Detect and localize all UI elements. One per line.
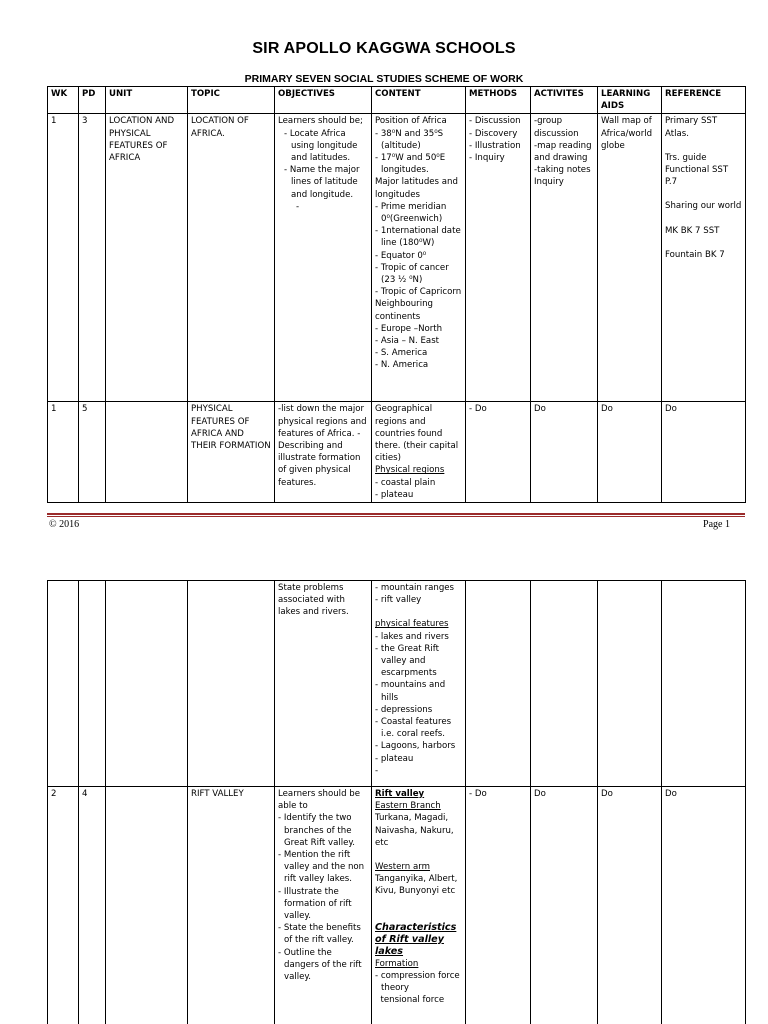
list-item: - Name the major lines of latitude and longitude. xyxy=(284,165,360,200)
footer-copyright: © 2016 xyxy=(49,519,80,530)
content-subheading: Western arm xyxy=(375,862,430,873)
list-item: - Identify the two branches of the Great Rift valley. xyxy=(278,813,355,848)
content-text: Turkana, Magadi, Naivasha, Nakuru, etc xyxy=(375,813,454,848)
list-item: Fountain BK 7 xyxy=(665,249,725,260)
methods-cell xyxy=(466,114,531,402)
list-item: - Outline the dangers of the rift valley. xyxy=(278,947,362,983)
objectives-intro: Learners should be able to xyxy=(278,789,360,812)
learning-aids-cell: Do xyxy=(598,402,662,503)
list-item: - Coastal features i.e. coral reefs. xyxy=(375,717,452,740)
list-item: Sharing our world xyxy=(665,201,742,212)
list-item: - Locate Africa using longitude and latitudes. xyxy=(284,128,358,164)
table-row xyxy=(48,402,746,503)
content-subheading: physical features xyxy=(375,619,449,630)
learning-aids-cell: Do xyxy=(598,787,662,1024)
objectives-intro: Learners should be; xyxy=(278,116,363,127)
content-list xyxy=(375,201,462,299)
content-cell xyxy=(372,114,466,402)
content-subheading: Physical regions xyxy=(375,465,445,476)
column-header: OBJECTIVES xyxy=(275,87,372,114)
content-list xyxy=(375,323,462,372)
list-item: - Illustration xyxy=(469,140,521,151)
objectives-cell xyxy=(275,114,372,402)
content-subheading: Formation xyxy=(375,958,419,969)
column-header: WK xyxy=(48,87,79,114)
content-subheading: Major latitudes and longitudes xyxy=(375,177,458,200)
objectives-list xyxy=(278,812,368,983)
period-cell xyxy=(79,581,106,787)
content-cell xyxy=(372,402,466,503)
objectives-list xyxy=(278,128,368,201)
topic-cell: PHYSICAL FEATURES OF AFRICA AND THEIR FORMATION xyxy=(188,402,275,503)
content-cell xyxy=(372,581,466,787)
list-item: - Tropic of Capricorn xyxy=(375,287,462,298)
learning-aids-cell: Wall map of Africa/world globe xyxy=(598,114,662,402)
list-item: -map reading and drawing xyxy=(534,140,592,164)
list-item: - depressions xyxy=(375,704,433,715)
list-item: - Lagoons, harbors xyxy=(375,741,456,752)
content-text: Tanganyika, Albert, Kivu, Bunyonyi etc xyxy=(375,874,458,897)
list-item: -group discussion xyxy=(534,116,579,139)
content-title: Position of Africa xyxy=(375,116,447,127)
content-intro: Geographical regions and countries found there. (their capital cities) xyxy=(375,404,459,464)
column-header: CONTENT xyxy=(372,87,466,114)
topic-cell: LOCATION OF AFRICA. xyxy=(188,114,275,402)
objectives-cell xyxy=(275,787,372,1024)
list-item: -taking notes xyxy=(534,165,591,176)
content-subheading: Eastern Branch xyxy=(375,801,441,812)
footer-page-number: Page 1 xyxy=(703,519,730,530)
activities-cell: Do xyxy=(531,402,598,503)
list-item: - mountains and hills xyxy=(375,680,446,703)
list-item: - State the benefits of the rift valley. xyxy=(278,923,361,946)
school-title: SIR APOLLO KAGGWA SCHOOLS xyxy=(252,40,516,57)
period-cell: 4 xyxy=(79,787,106,1024)
methods-cell xyxy=(466,581,531,787)
period-cell: 3 xyxy=(79,114,106,402)
reference-cell: Do xyxy=(662,787,746,1024)
list-item: - Equator 0⁰ xyxy=(375,250,427,261)
list-item: - coastal plain xyxy=(375,477,436,488)
unit-cell: LOCATION AND PHYSICAL FEATURES OF AFRICA xyxy=(106,114,188,402)
column-header: REFERENCE xyxy=(662,87,746,114)
table-row xyxy=(48,787,746,1024)
unit-cell xyxy=(106,581,188,787)
content-title: Rift valley xyxy=(375,789,425,799)
content-list xyxy=(375,128,462,177)
week-cell xyxy=(48,581,79,787)
objectives-trailing: - xyxy=(296,201,300,212)
content-trailing: - xyxy=(375,765,379,776)
list-item: - 38⁰N and 35⁰S (altitude) xyxy=(375,128,444,151)
list-item: - Europe –North xyxy=(375,323,443,334)
column-header: TOPIC xyxy=(188,87,275,114)
activities-cell: Do xyxy=(531,787,598,1024)
column-header: LEARNING AIDS xyxy=(598,87,662,114)
methods-list xyxy=(469,115,527,164)
table-row xyxy=(48,114,746,402)
list-item: Inquiry xyxy=(534,177,564,188)
unit-cell xyxy=(106,402,188,503)
scheme-table-page2 xyxy=(47,580,746,1024)
list-item: - Illustrate the formation of rift valley. xyxy=(278,886,352,922)
list-item: - 1nternational date line (180⁰W) xyxy=(375,226,461,249)
list-item: - Inquiry xyxy=(469,153,505,164)
objectives-cell: -list down the major physical regions and features of Africa. -Describing and illustrate formation of given physical features. xyxy=(275,402,372,503)
list-item: - N. America xyxy=(375,360,429,371)
column-header: UNIT xyxy=(106,87,188,114)
footer-rule xyxy=(47,516,745,517)
list-item: - Discussion xyxy=(469,116,521,127)
content-list xyxy=(375,477,462,501)
content-subheading: Neighbouring continents xyxy=(375,299,433,322)
list-item: - lakes and rivers xyxy=(375,631,449,642)
methods-cell: - Do xyxy=(466,787,531,1024)
list-item: - 17⁰W and 50⁰E longitudes. xyxy=(375,153,446,176)
week-cell: 1 xyxy=(48,402,79,503)
table-row xyxy=(48,581,746,787)
list-item: - plateau xyxy=(375,753,414,764)
content-heading: Characteristics of Rift valley lakes xyxy=(375,921,457,957)
topic-cell xyxy=(188,581,275,787)
list-item: MK BK 7 SST xyxy=(665,225,720,236)
content-list xyxy=(375,631,462,765)
period-cell: 5 xyxy=(79,402,106,503)
footer-rule xyxy=(47,513,745,515)
week-cell: 1 xyxy=(48,114,79,402)
list-item: - mountain ranges xyxy=(375,583,455,593)
list-item: Primary SST Atlas. xyxy=(665,116,718,139)
list-item: tensional force xyxy=(380,995,445,1006)
learning-aids-cell xyxy=(598,581,662,787)
list-item: - Prime meridian 0⁰(Greenwich) xyxy=(375,201,447,225)
list-item: - rift valley xyxy=(375,595,422,606)
reference-cell: Do xyxy=(662,402,746,503)
objectives-cell: State problems associated with lakes and rivers. xyxy=(275,581,372,787)
list-item: - Mention the rift valley and the non rift valley lakes. xyxy=(278,850,365,885)
methods-cell: - Do xyxy=(466,402,531,503)
list-item: Trs. guide Functional SST P.7 xyxy=(665,152,729,188)
reference-cell xyxy=(662,581,746,787)
document-subtitle: PRIMARY SEVEN SOCIAL STUDIES SCHEME OF WORK xyxy=(244,73,524,85)
column-header: METHODS xyxy=(466,87,531,114)
list-item: - Asia – N. East xyxy=(375,336,440,347)
list-item: - plateau xyxy=(375,489,414,500)
activities-cell xyxy=(531,114,598,402)
list-item: - the Great Rift valley and escarpments xyxy=(375,643,439,679)
list-item: - compression force theory xyxy=(375,970,460,994)
list-item: - S. America xyxy=(375,348,428,359)
column-header: PD xyxy=(79,87,106,114)
table-header-row xyxy=(48,87,746,114)
list-item: - Tropic of cancer (23 ½ ⁰N) xyxy=(375,262,449,286)
list-item: - Discovery xyxy=(469,128,518,139)
content-list xyxy=(375,970,462,1007)
reference-cell xyxy=(662,114,746,402)
content-list xyxy=(375,582,462,606)
scheme-table-page1 xyxy=(47,86,746,503)
activities-cell xyxy=(531,581,598,787)
week-cell: 2 xyxy=(48,787,79,1024)
topic-cell: RIFT VALLEY xyxy=(188,787,275,1024)
column-header: ACTIVITES xyxy=(531,87,598,114)
content-cell xyxy=(372,787,466,1024)
unit-cell xyxy=(106,787,188,1024)
